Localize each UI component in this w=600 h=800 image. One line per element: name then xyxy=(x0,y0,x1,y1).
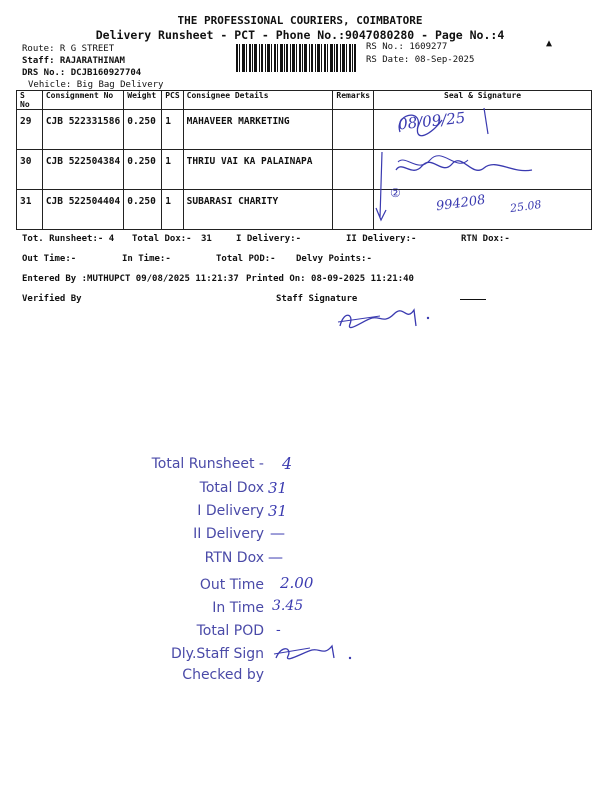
row-weight: 0.250 xyxy=(124,190,162,230)
stamp-in-time-label: In Time xyxy=(212,600,264,616)
corner-mark: ▲ xyxy=(546,38,553,49)
col-sno: S No xyxy=(17,91,43,110)
stamp-total-pod-value: - xyxy=(276,622,281,638)
col-pcs: PCS xyxy=(162,91,183,110)
drs-number: DRS No.: DCJB160927704 xyxy=(22,68,142,78)
row-sno: 31 xyxy=(17,190,43,230)
col-weight: Weight xyxy=(124,91,162,110)
row-sno: 30 xyxy=(17,150,43,190)
total-pod: Total POD:- xyxy=(216,254,276,264)
stamp-checked-by-label: Checked by xyxy=(182,667,264,683)
stamp-staff-signature-scribble xyxy=(270,636,360,668)
stamp-rtn-dox-label: RTN Dox xyxy=(204,550,264,566)
stamp-i-delivery-value: 31 xyxy=(268,502,288,520)
row-remarks xyxy=(333,190,374,230)
row-pcs: 1 xyxy=(162,150,183,190)
row31-phone-handwritten: 994208 xyxy=(435,192,487,215)
vehicle-text: Vehicle: Big Bag Delivery xyxy=(28,80,164,90)
row-weight: 0.250 xyxy=(124,110,162,150)
staff-text: Staff: RAJARATHINAM xyxy=(22,56,125,66)
stamp-ii-delivery-label: II Delivery xyxy=(193,526,264,542)
stamp-total-dox-value: 31 xyxy=(268,479,288,497)
rs-number: RS No.: 1609277 xyxy=(366,42,448,52)
row31-circle-mark: ② xyxy=(390,186,401,200)
stamp-i-delivery-label: I Delivery xyxy=(197,503,264,519)
row-sno: 29 xyxy=(17,110,43,150)
ii-delivery: II Delivery:- xyxy=(346,234,417,244)
stamp-in-time-value: 3.45 xyxy=(272,598,304,614)
stamp-staff-sign-label: Dly.Staff Sign xyxy=(171,646,264,662)
row-consignee: MAHAVEER MARKETING xyxy=(183,110,333,150)
rs-date: RS Date: 08-Sep-2025 xyxy=(366,55,475,65)
total-dox-value: 31 xyxy=(201,234,212,244)
row-consignee: THRIU VAI KA PALAINAPA xyxy=(183,150,333,190)
stamp-rtn-dox-value: — xyxy=(268,548,283,566)
stamp-total-runsheet-label: Total Runsheet - xyxy=(151,456,264,472)
delvy-points: Delvy Points:- xyxy=(296,254,372,264)
i-delivery: I Delivery:- xyxy=(236,234,302,244)
row-consignee: SUBARASI CHARITY xyxy=(183,190,333,230)
rtn-dox: RTN Dox:- xyxy=(461,234,510,244)
row-remarks xyxy=(333,110,374,150)
seal-signature-scribble xyxy=(392,104,512,144)
stamp-out-time-value: 2.00 xyxy=(280,574,314,592)
tot-runsheet: Tot. Runsheet:- 4 xyxy=(22,234,115,244)
stamp-ii-delivery-value: — xyxy=(270,524,285,542)
out-time: Out Time:- xyxy=(22,254,77,264)
stamp-out-time-label: Out Time xyxy=(199,577,264,593)
stamp-total-runsheet-value: 4 xyxy=(282,454,293,473)
col-seal-signature: Seal & Signature xyxy=(374,91,592,110)
stamp-total-dox-label: Total Dox xyxy=(199,480,264,496)
row-pcs: 1 xyxy=(162,190,183,230)
barcode xyxy=(236,44,356,72)
route-text: Route: R G STREET xyxy=(22,44,115,54)
row-pcs: 1 xyxy=(162,110,183,150)
printed-on: Printed On: 08-09-2025 11:21:40 xyxy=(246,274,414,284)
in-time: In Time:- xyxy=(122,254,171,264)
staff-signature-label: Staff Signature xyxy=(276,294,358,304)
row31-date-handwritten: 25.08 xyxy=(509,197,543,216)
seal-date-handwritten: 08/09/25 xyxy=(397,108,467,134)
row-consignment: CJB 522504404 xyxy=(42,190,123,230)
runsheet-title: Delivery Runsheet - PCT - Phone No.:9047080280 - Page No.:4 xyxy=(95,28,505,42)
signature-dash xyxy=(460,299,486,300)
row-remarks xyxy=(333,150,374,190)
verified-by: Verified By xyxy=(22,294,82,304)
total-dox-label: Total Dox:- xyxy=(132,234,192,244)
col-consignee: Consignee Details xyxy=(183,91,333,110)
stamp-total-pod-label: Total POD xyxy=(196,623,264,639)
row-consignment: CJB 522331586 xyxy=(42,110,123,150)
company-name: THE PROFESSIONAL COURIERS, COIMBATORE xyxy=(177,14,423,27)
col-remarks: Remarks xyxy=(333,91,374,110)
entered-by: Entered By :MUTHUPCT 09/08/2025 11:21:37 xyxy=(22,274,239,284)
row-weight: 0.250 xyxy=(124,150,162,190)
col-consignment: Consignment No xyxy=(42,91,123,110)
staff-signature-scribble xyxy=(334,300,444,336)
row-consignment: CJB 522504384 xyxy=(42,150,123,190)
